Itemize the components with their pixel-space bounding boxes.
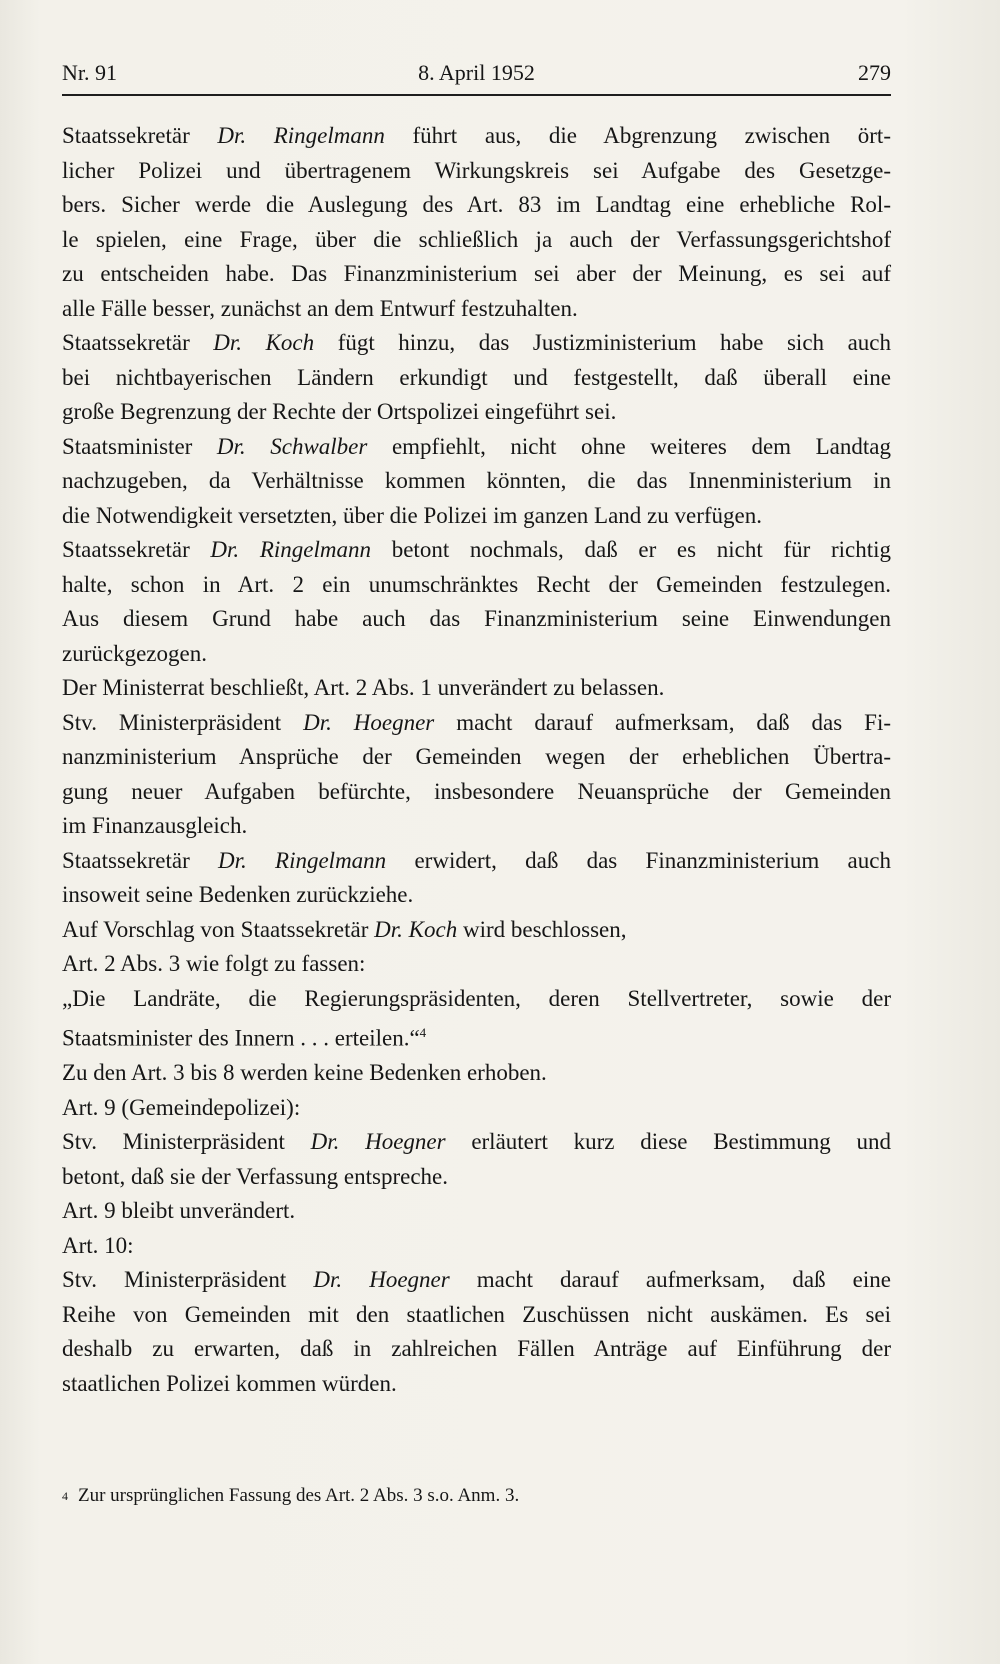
- text-line: [62, 257, 891, 292]
- line-text: licher Polizei und übertragenem Wirkungskreis sei Aufgabe des Gesetzge-: [62, 157, 891, 183]
- text-line: [62, 533, 891, 568]
- line-text-rest: erläutert kurz diese Bestimmung und: [445, 1129, 891, 1155]
- line-text-rest: betont nochmals, daß er es nicht für richtig: [371, 537, 891, 562]
- line-text: Auf Vorschlag von Staatssekretär: [62, 916, 375, 942]
- text-line: [62, 568, 891, 603]
- line-text-rest: führt aus, die Abgrenzung zwischen ört-: [384, 123, 891, 148]
- text-line: [62, 292, 891, 327]
- footnote-text: Zur ursprünglichen Fassung des Art. 2 Abs. 3 s.o. Anm. 3.: [78, 1485, 520, 1506]
- speaker-name: Dr. Ringelmann: [218, 847, 387, 873]
- line-text: zurückgezogen.: [62, 640, 207, 666]
- line-text: Stv. Ministerpräsident: [62, 1129, 311, 1155]
- line-text: Art. 2 Abs. 3 wie folgt zu fassen:: [62, 951, 366, 976]
- text-line: [62, 326, 891, 361]
- speaker-name: Dr. Hoegner: [313, 1267, 450, 1293]
- line-text: Staatssekretär: [62, 537, 211, 562]
- line-text-rest: fügt hinzu, das Justizministerium habe sich auch: [314, 330, 891, 355]
- line-text: le spielen, eine Frage, über die schließlich ja auch der Verfassungsgerichtshof: [62, 226, 891, 252]
- line-text: halte, schon in Art. 2 ein unumschränktes Recht der Gemeinden festzulegen.: [62, 571, 891, 597]
- text-line: [62, 982, 891, 1017]
- text-line: [62, 395, 891, 430]
- speaker-name: Dr. Schwalber: [216, 433, 368, 459]
- text-line: [62, 1016, 891, 1056]
- line-text: staatlichen Polizei kommen würden.: [62, 1370, 397, 1396]
- text-line: [62, 1091, 891, 1126]
- line-text: deshalb zu erwarten, daß in zahlreichen Fällen Anträge auf Einführung der: [62, 1336, 891, 1362]
- text-line: [62, 706, 891, 741]
- text-line: [62, 119, 891, 154]
- text-line: [62, 913, 891, 948]
- text-line: [62, 464, 891, 499]
- line-text: Staatsminister: [62, 433, 217, 459]
- speaker-name: Dr. Koch: [213, 330, 315, 355]
- text-line: [62, 188, 891, 223]
- page-number: 279: [858, 60, 891, 85]
- header-date: 8. April 1952: [418, 60, 535, 85]
- text-line: [62, 1367, 891, 1402]
- text-line: [62, 499, 891, 534]
- line-text: Stv. Ministerpräsident: [62, 1267, 314, 1293]
- line-text: Staatsminister des Innern . . . erteilen.“: [62, 1025, 420, 1051]
- text-line: [62, 223, 891, 258]
- text-line: [62, 1332, 891, 1367]
- text-line: [62, 1298, 891, 1333]
- text-line: [62, 878, 891, 913]
- text-line: [62, 671, 891, 706]
- line-text-rest: empfiehlt, nicht ohne weiteres dem Landtag: [367, 433, 891, 459]
- line-text-rest: macht darauf aufmerksam, daß eine: [449, 1267, 891, 1293]
- text-line: [62, 740, 891, 775]
- line-text: zu entscheiden habe. Das Finanzministerium sei aber der Meinung, es sei auf: [62, 261, 891, 286]
- speaker-name: Dr. Koch: [374, 916, 458, 942]
- footnote-mark: 4: [62, 1489, 68, 1503]
- footnote: [62, 1484, 891, 1508]
- text-line: [62, 775, 891, 810]
- line-text-rest: erwidert, daß das Finanzministerium auch: [386, 847, 891, 873]
- text-line: [62, 947, 891, 982]
- line-text: Art. 10:: [62, 1232, 134, 1258]
- issue-number: Nr. 91: [62, 60, 117, 85]
- speaker-name: Dr. Hoegner: [303, 709, 435, 735]
- line-text: betont, daß sie der Verfassung entspreche.: [62, 1163, 448, 1189]
- speaker-name: Dr. Ringelmann: [217, 123, 385, 148]
- line-text: bei nichtbayerischen Ländern erkundigt und festgestellt, daß überall eine: [62, 364, 891, 390]
- text-line: [62, 1263, 891, 1298]
- line-text: Reihe von Gemeinden mit den staatlichen Zuschüssen nicht auskämen. Es sei: [62, 1301, 891, 1327]
- line-text: Art. 9 bleibt unverändert.: [62, 1198, 296, 1224]
- text-line: [62, 430, 891, 465]
- line-text: gung neuer Aufgaben befürchte, insbesondere Neuansprüche der Gemeinden: [62, 778, 891, 804]
- line-text: „Die Landräte, die Regierungspräsidenten, deren Stellvertreter, sowie der: [62, 985, 891, 1011]
- line-text: Stv. Ministerpräsident: [62, 709, 304, 735]
- body-text: [62, 119, 891, 1401]
- page-header: [62, 52, 891, 96]
- text-line: [62, 602, 891, 637]
- footnote-reference: 4: [419, 1025, 427, 1040]
- line-text-rest: wird beschlossen,: [457, 916, 627, 942]
- line-text: nanzministerium Ansprüche der Gemeinden wegen der erheblichen Übertra-: [62, 744, 891, 769]
- line-text: insoweit seine Bedenken zurückziehe.: [62, 882, 414, 907]
- text-line: [62, 844, 891, 879]
- text-line: [62, 361, 891, 396]
- line-text: Der Ministerrat beschließt, Art. 2 Abs. 1 unverändert zu belassen.: [62, 675, 665, 700]
- line-text: Staatssekretär: [62, 847, 218, 873]
- text-line: [62, 1194, 891, 1229]
- line-text: Staatssekretär: [62, 330, 214, 355]
- line-text: große Begrenzung der Rechte der Ortspolizei eingeführt sei.: [62, 399, 617, 424]
- text-line: [62, 809, 891, 844]
- text-line: [62, 637, 891, 672]
- line-text: Aus diesem Grund habe auch das Finanzministerium seine Einwendungen: [62, 606, 891, 631]
- speaker-name: Dr. Ringelmann: [210, 537, 372, 562]
- text-line: [62, 1160, 891, 1195]
- line-text-rest: macht darauf aufmerksam, daß das Fi-: [434, 709, 891, 735]
- text-line: [62, 1056, 891, 1091]
- line-text: bers. Sicher werde die Auslegung des Art. 83 im Landtag eine erhebliche Rol-: [62, 192, 891, 217]
- line-text: die Notwendigkeit versetzten, über die Polizei im ganzen Land zu verfügen.: [62, 502, 762, 528]
- line-text: alle Fälle besser, zunächst an dem Entwurf festzuhalten.: [62, 295, 578, 321]
- line-text: Staatssekretär: [62, 123, 218, 148]
- line-text: Zu den Art. 3 bis 8 werden keine Bedenken erhoben.: [62, 1060, 547, 1086]
- text-line: [62, 154, 891, 189]
- line-text: Art. 9 (Gemeindepolizei):: [62, 1094, 301, 1120]
- speaker-name: Dr. Hoegner: [310, 1129, 446, 1155]
- text-line: [62, 1229, 891, 1264]
- line-text: im Finanzausgleich.: [62, 813, 248, 838]
- line-text: nachzugeben, da Verhältnisse kommen könnten, die das Innenministerium in: [62, 468, 891, 493]
- text-line: [62, 1125, 891, 1160]
